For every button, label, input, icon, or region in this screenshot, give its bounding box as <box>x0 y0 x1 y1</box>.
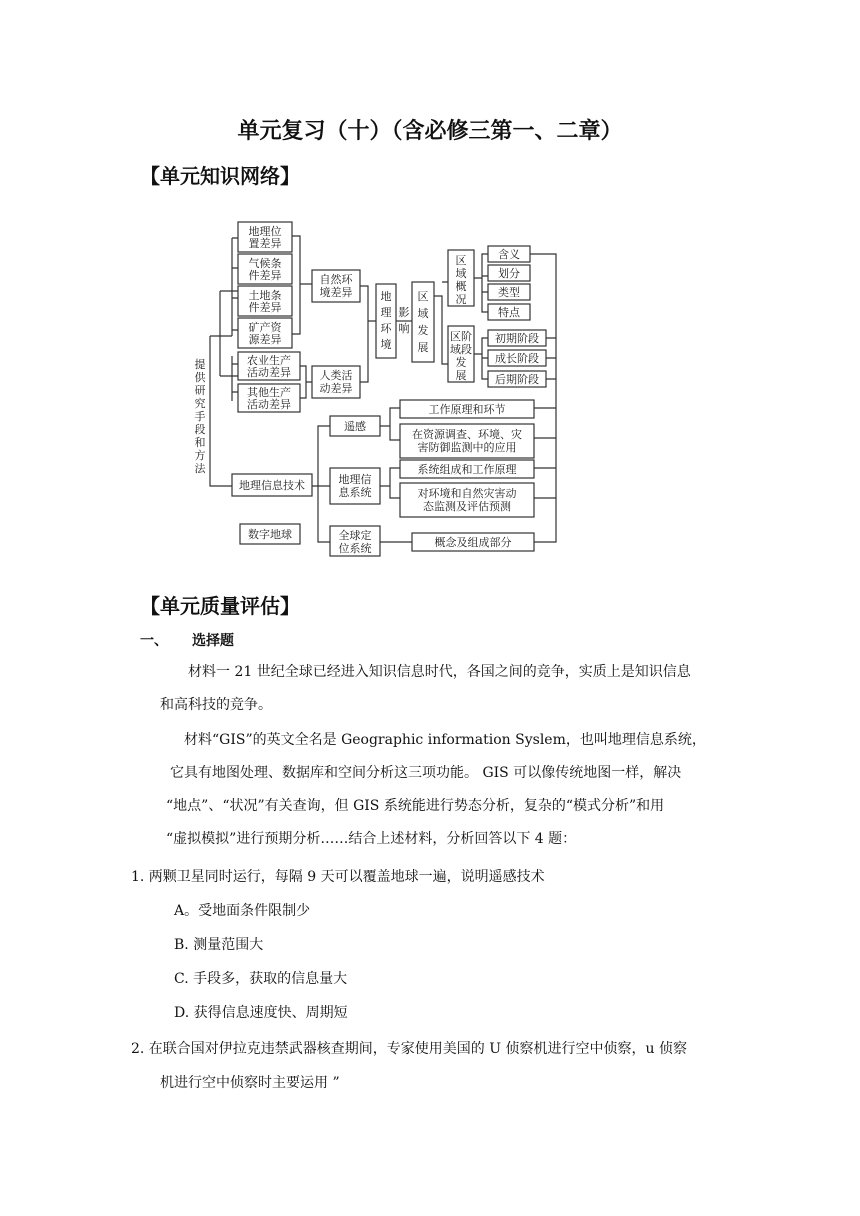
material-2-line: “地点”、“状况”有关查询，但 GIS 系统能进行势态分析，复杂的“模式分析”和用 <box>166 798 665 814</box>
side-label-char: 法 <box>194 462 206 475</box>
geo-environment-label: 境 <box>380 338 392 351</box>
part1-title: 选择题 <box>192 633 234 649</box>
influence-label: 响 <box>398 322 410 335</box>
question-2-line: 机进行空中侦察时主要运用 ” <box>160 1075 340 1091</box>
digital-earth-label: 数字地球 <box>248 528 292 541</box>
regional-development-label: 区 <box>417 290 429 303</box>
rs-principle-label: 工作原理和环节 <box>428 403 506 416</box>
material-1-line: 和高科技的竞争。 <box>160 697 272 713</box>
geo-environment-label: 理 <box>380 306 392 319</box>
gis-application-label: 对环境和自然灾害动 <box>417 487 517 500</box>
side-label-char: 段 <box>194 423 206 436</box>
gps-label: 全球定 <box>338 529 372 542</box>
natural-factor-label: 矿产资 <box>248 321 282 334</box>
regional-development-label: 域 <box>417 307 429 320</box>
natural-factor-label: 土地条 <box>248 289 282 302</box>
side-label-char: 提 <box>194 358 206 371</box>
human-activity-diff-label: 动差异 <box>319 382 353 395</box>
gps-concept-label: 概念及组成部分 <box>434 536 512 549</box>
material-2-line: 它具有地图处理、数据库和空间分析这三项功能。 GIS 可以像传统地图一样，解决 <box>170 765 682 781</box>
stage-item-label: 后期阶段 <box>495 373 539 386</box>
gis-application-label: 态监测及评估预测 <box>423 500 511 513</box>
diagram-svg <box>190 196 570 560</box>
side-label-char: 手 <box>194 410 206 423</box>
q1-option-a: A。受地面条件限制少 <box>174 903 311 919</box>
natural-factor-label: 源差异 <box>248 333 282 346</box>
gis-principle-label: 系统组成和工作原理 <box>417 463 517 476</box>
section-quality-assessment: 【单元质量评估】 <box>140 594 300 618</box>
human-factor-label: 其他生产 <box>247 386 291 399</box>
overview-item-label: 含义 <box>498 248 520 261</box>
region-overview-label: 况 <box>455 293 467 306</box>
human-factor-label: 活动差异 <box>247 366 291 379</box>
natural-factor-label: 件差异 <box>248 269 282 282</box>
geo-info-tech-label: 地理信息技术 <box>239 479 305 492</box>
region-overview-label: 概 <box>455 280 467 293</box>
overview-item-label: 特点 <box>498 306 520 319</box>
material-2-line: 材料“GIS”的英文全名是 Geographic information Syslem，也叫地理信息系统， <box>184 732 706 748</box>
gis-label: 息系统 <box>338 486 372 499</box>
page-title: 单元复习（十）（含必修三第一、二章） <box>237 119 623 144</box>
human-activity-diff-label: 人类活 <box>319 369 353 382</box>
natural-factor-label: 置差异 <box>248 237 282 250</box>
side-label <box>195 357 207 475</box>
influence-label: 影 <box>398 306 410 319</box>
overview-item-label: 划分 <box>498 267 520 280</box>
natural-env-diff-label: 境差异 <box>319 286 353 299</box>
side-label-char: 研 <box>194 384 206 397</box>
material-2 <box>160 724 706 856</box>
stage-item-label: 成长阶段 <box>495 352 539 365</box>
region-stage-label: 发 <box>455 356 467 369</box>
q1-option-d: D. 获得信息速度快、周期短 <box>174 1005 348 1021</box>
side-label-char: 究 <box>194 397 206 410</box>
material-1-line: 材料一 21 世纪全球已经进入知识信息时代，各国之间的竞争，实质上是知识信息 <box>188 664 691 680</box>
part1-number: 一、 <box>140 633 168 649</box>
question-2-line: 2. 在联合国对伊拉克违禁武器核查期间，专家使用美国的 U 侦察机进行空中侦察，u 侦察 <box>131 1041 687 1057</box>
human-factor-label: 活动差异 <box>247 398 291 411</box>
side-label-char: 供 <box>194 371 206 384</box>
q1-option-b: B. 测量范围大 <box>174 937 264 953</box>
knowledge-network-diagram <box>190 196 570 560</box>
material-2-line: “虚拟模拟”进行预期分析……结合上述材料，分析回答以下 4 题： <box>166 831 577 847</box>
natural-env-diff-label: 自然环 <box>319 273 353 286</box>
gps-label: 位系统 <box>338 542 372 555</box>
side-label-char: 方 <box>194 449 206 462</box>
stage-item-label: 初期阶段 <box>495 332 539 345</box>
regional-development-label: 发 <box>417 324 429 337</box>
region-stage-label: 展 <box>455 369 467 382</box>
regional-development-label: 展 <box>417 341 429 354</box>
question-1: 1. 两颗卫星同时运行，每隔 9 天可以覆盖地球一遍，说明遥感技术 <box>131 869 545 885</box>
gis-label: 地理信 <box>338 473 372 486</box>
region-overview-label: 域 <box>455 267 467 280</box>
region-overview-label: 区 <box>455 254 467 267</box>
rs-application-label: 害防御监测中的应用 <box>417 441 517 454</box>
overview-item-label: 类型 <box>498 286 520 299</box>
q1-option-c: C. 手段多，获取的信息量大 <box>174 971 348 987</box>
material-1 <box>160 656 691 722</box>
remote-sensing-label: 遥感 <box>344 420 366 433</box>
rs-application-label: 在资源调查、环境、灾 <box>412 428 522 441</box>
region-stage-label: 域段 <box>450 343 472 356</box>
side-label-char: 和 <box>194 436 206 449</box>
region-stage-label: 区阶 <box>450 330 472 343</box>
natural-factor-label: 件差异 <box>248 301 282 314</box>
natural-factor-label: 气候条 <box>248 257 282 270</box>
geo-environment-label: 环 <box>380 322 392 335</box>
geo-environment-label: 地 <box>380 290 392 303</box>
section-knowledge-network: 【单元知识网络】 <box>140 164 300 188</box>
human-factor-label: 农业生产 <box>247 354 291 367</box>
natural-factor-label: 地理位 <box>248 225 282 238</box>
